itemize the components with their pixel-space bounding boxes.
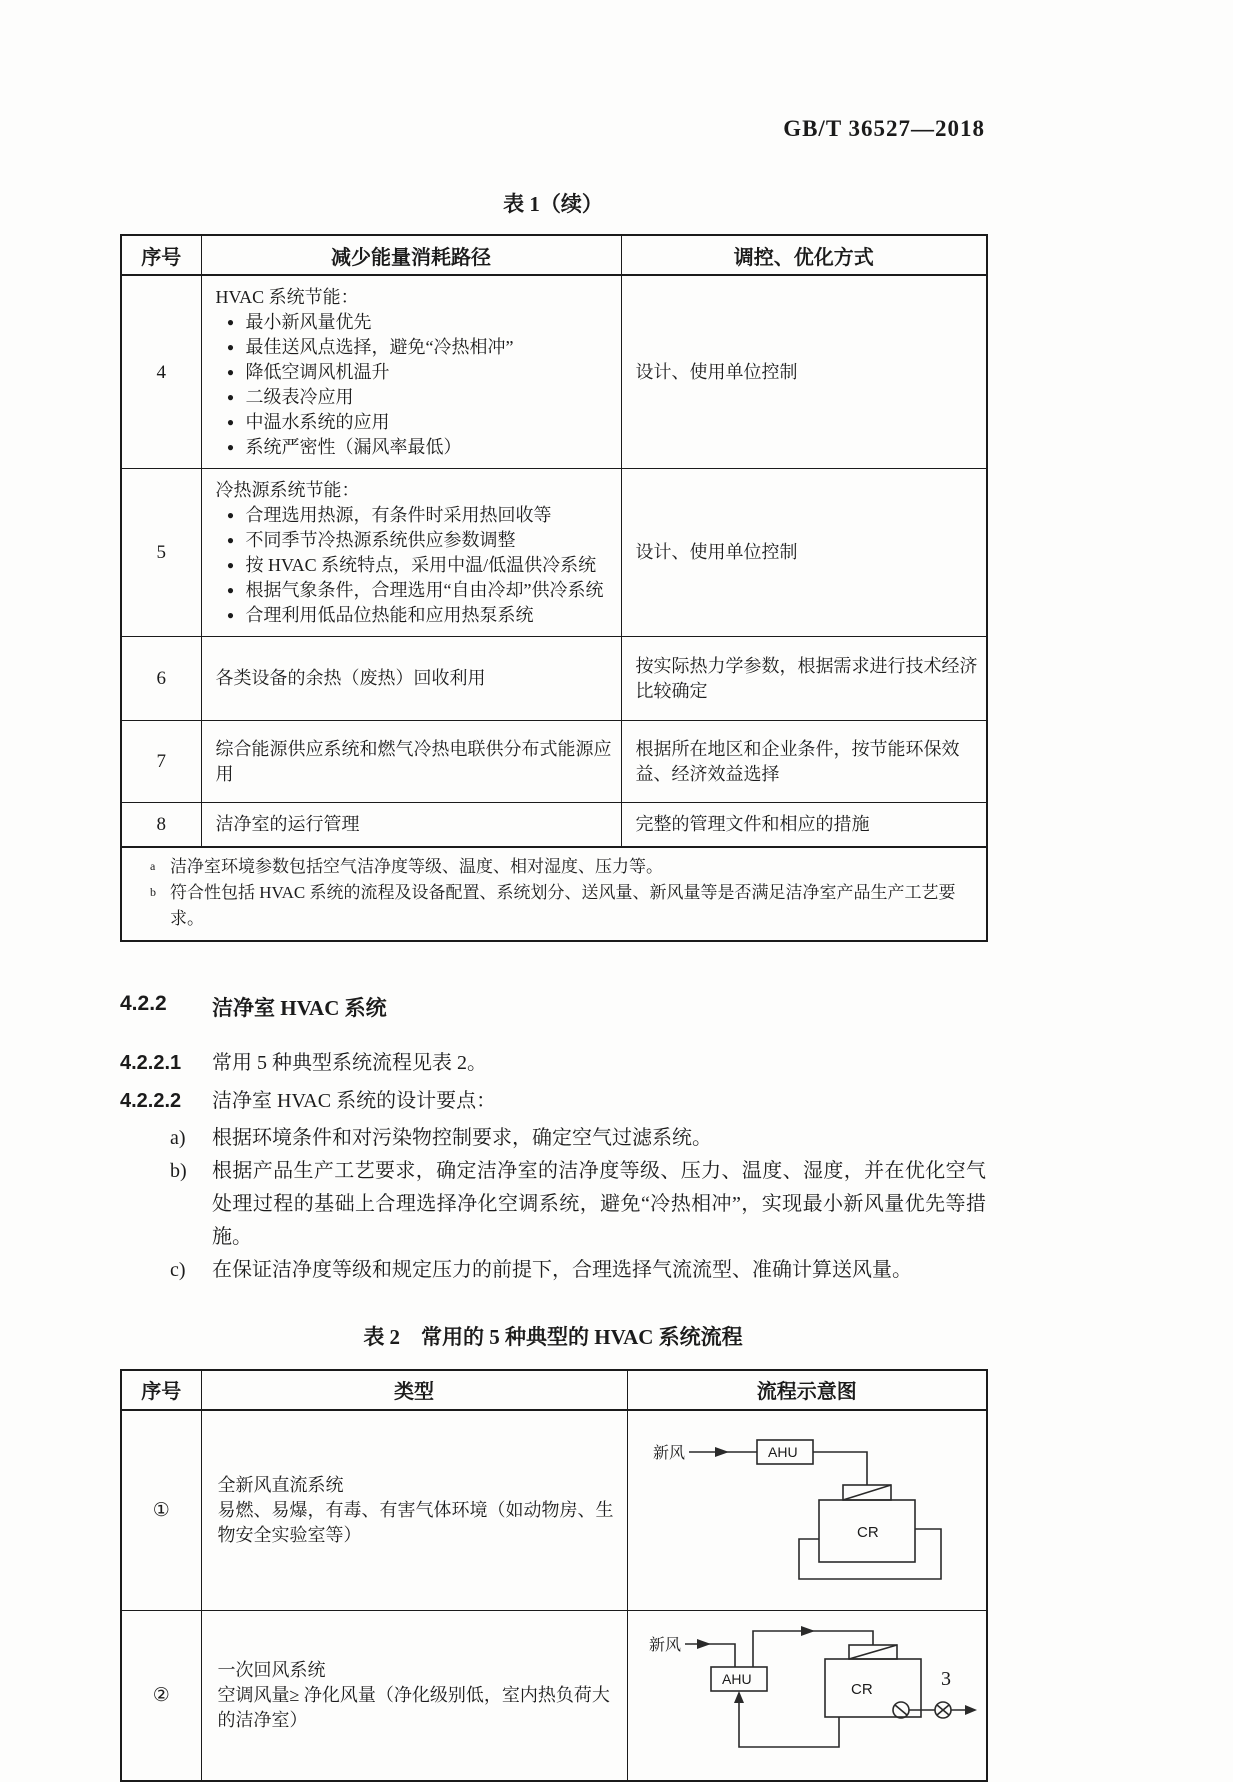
table-row [121, 637, 987, 721]
row6-no: 6 [121, 637, 201, 721]
row4-bullet: 中温水系统的应用 [245, 412, 390, 432]
footnote-a [150, 854, 976, 880]
clause-number: 4.2.2.1 [120, 1051, 182, 1074]
table2-col-no: 序号 [121, 1370, 201, 1410]
section-title: 洁净室 HVAC 系统 [212, 995, 387, 1020]
list-item-b [166, 1155, 986, 1254]
fresh-air-line [685, 1644, 735, 1667]
flow-arrow-icon [801, 1626, 815, 1636]
flow-arrow-icon [697, 1639, 711, 1649]
page-content [120, 188, 986, 1782]
row7-ctrl: 根据所在地区和企业条件，按节能环保效益、经济效益选择 [621, 721, 987, 803]
section-heading-422 [120, 992, 986, 1022]
t2row1-type [201, 1410, 627, 1611]
table2-title: 表 2 常用的 5 种典型的 HVAC 系统流程 [363, 1324, 743, 1349]
table-row [121, 275, 987, 469]
standard-code: GB/T 36527—2018 [783, 116, 985, 141]
ahu-label: AHU [767, 1443, 798, 1460]
row4-path-title: HVAC 系统节能： [215, 287, 359, 307]
row4-bullet: 系统严密性（漏风率最低） [245, 437, 462, 457]
row6-path: 各类设备的余热（废热）回收利用 [201, 637, 621, 721]
t2row2-diagram [627, 1610, 987, 1781]
t2row1-diagram [627, 1410, 987, 1611]
clause-text: 常用 5 种典型系统流程见表 2。 [212, 1051, 487, 1074]
row4-bullet: 最佳送风点选择，避免“冷热相冲” [245, 337, 514, 357]
row5-bullet: 按 HVAC 系统特点，采用中温/低温供冷系统 [245, 555, 597, 575]
table2 [120, 1369, 988, 1782]
row8-path: 洁净室的运行管理 [201, 803, 621, 847]
row8-no: 8 [121, 803, 201, 847]
table-row [121, 803, 987, 847]
row4-bullet: 二级表冷应用 [245, 387, 354, 407]
row7-no: 7 [121, 721, 201, 803]
cleanroom-label: CR [850, 1680, 873, 1698]
row4-no: 4 [121, 275, 201, 469]
clause-4222 [120, 1086, 986, 1116]
table2-col-type: 类型 [201, 1370, 627, 1410]
system-type-name: 一次回风系统 [217, 1659, 326, 1680]
supply-duct-line [753, 1631, 873, 1667]
filter-slash [843, 1485, 891, 1500]
list-text: 根据环境条件和对污染物控制要求，确定空气过滤系统。 [212, 1126, 712, 1149]
row5-path-title: 冷热源系统节能： [215, 480, 360, 500]
return-air-line [739, 1695, 839, 1747]
ahu-label: AHU [721, 1670, 752, 1687]
filter-slash [849, 1645, 897, 1659]
fresh-air-label: 新风 [652, 1444, 685, 1462]
footnote-cell [121, 847, 987, 941]
design-points-list [120, 1122, 986, 1287]
clause-number: 4.2.2.2 [120, 1089, 182, 1112]
system-type-desc: 易燃、易爆，有毒、有害气体环境（如动物房、生物安全实验室等） [217, 1499, 614, 1545]
bullet-icon: ● [226, 583, 235, 597]
section-number: 4.2.2 [120, 991, 167, 1015]
table2-col-diagram: 流程示意图 [627, 1370, 987, 1410]
flow-arrow-icon [715, 1447, 729, 1457]
row5-ctrl: 设计、使用单位控制 [621, 469, 987, 637]
table1-header-row [121, 235, 987, 275]
duct-line [813, 1452, 867, 1485]
footnote-b [150, 880, 976, 932]
cleanroom-box [825, 1659, 921, 1717]
footnote-marker: a [150, 858, 156, 873]
table1 [120, 234, 988, 942]
row4-bullet: 降低空调风机温升 [245, 362, 390, 382]
table-row [121, 469, 987, 637]
flow-arrow-up-icon [734, 1691, 744, 1703]
table2-header-row [121, 1370, 987, 1410]
row4-bullet: 最小新风量优先 [245, 312, 372, 332]
row5-bullet: 合理选用热源，有条件时采用热回收等 [245, 505, 552, 525]
bullet-icon: ● [226, 315, 235, 329]
table-row [121, 1610, 987, 1781]
row5-no: 5 [121, 469, 201, 637]
bullet-icon: ● [226, 558, 235, 572]
table1-col-path: 减少能量消耗路径 [201, 235, 621, 275]
row5-bullet: 合理利用低品位热能和应用热泵系统 [245, 605, 534, 625]
list-item-c [166, 1254, 986, 1287]
footnote-text: 符合性包括 HVAC 系统的流程及设备配置、系统划分、送风量、新风量等是否满足洁净室产品生产工艺要求。 [170, 882, 956, 928]
table-row [121, 721, 987, 803]
row6-ctrl: 按实际热力学参数，根据需求进行技术经济比较确定 [621, 637, 987, 721]
table-row [121, 1410, 987, 1611]
flow-diagram-full-fresh-air [635, 1417, 979, 1597]
row8-ctrl: 完整的管理文件和相应的措施 [621, 803, 987, 847]
bullet-icon: ● [226, 415, 235, 429]
row7-path: 综合能源供应系统和燃气冷热电联供分布式能源应用 [201, 721, 621, 803]
page-number: 3 [941, 1668, 951, 1690]
system-type-name: 全新风直流系统 [217, 1474, 344, 1495]
bullet-icon: ● [226, 608, 235, 622]
bullet-icon: ● [226, 508, 235, 522]
bullet-icon: ● [226, 390, 235, 404]
system-type-desc: 空调风量≥ 净化风量（净化级别低，室内热负荷大的洁净室） [217, 1684, 610, 1730]
row4-ctrl: 设计、使用单位控制 [621, 275, 987, 469]
list-item-a [166, 1122, 986, 1155]
row5-bullet: 不同季节冷热源系统供应参数调整 [245, 530, 516, 550]
table1-col-no: 序号 [121, 235, 201, 275]
t2row1-no: ① [121, 1410, 201, 1611]
fresh-air-label: 新风 [648, 1636, 681, 1654]
list-text: 在保证洁净度等级和规定压力的前提下，合理选择气流流型、准确计算送风量。 [212, 1258, 912, 1281]
cleanroom-label: CR [856, 1523, 879, 1541]
list-marker: a) [170, 1126, 186, 1149]
bullet-icon: ● [226, 440, 235, 454]
row5-path [201, 469, 621, 637]
bullet-icon: ● [226, 340, 235, 354]
t2row2-no: ② [121, 1610, 201, 1781]
t2row2-type [201, 1610, 627, 1781]
list-marker: c) [170, 1258, 186, 1281]
bullet-icon: ● [226, 365, 235, 379]
table1-title: 表 1（续） [503, 192, 603, 216]
row4-path [201, 275, 621, 469]
footnote-marker: b [150, 884, 156, 899]
table1-footnotes [121, 847, 987, 941]
list-marker: b) [170, 1159, 187, 1182]
bullet-icon: ● [226, 533, 235, 547]
footnote-text: 洁净室环境参数包括空气洁净度等级、温度、相对湿度、压力等。 [170, 856, 663, 876]
list-text: 根据产品生产工艺要求，确定洁净室的洁净度等级、压力、温度、湿度，并在优化空气处理过程的基础上合理选择净化空调系统，避免“冷热相冲”，实现最小新风量优先等措施。 [212, 1159, 986, 1248]
flow-diagram-primary-return [635, 1617, 979, 1767]
table1-col-ctrl: 调控、优化方式 [621, 235, 987, 275]
row5-bullet: 根据气象条件，合理选用“自由冷却”供冷系统 [245, 580, 604, 600]
clause-text: 洁净室 HVAC 系统的设计要点： [212, 1089, 497, 1112]
fan-blade [895, 1705, 907, 1715]
clause-4221 [120, 1048, 986, 1078]
flow-arrow-icon [965, 1705, 977, 1715]
